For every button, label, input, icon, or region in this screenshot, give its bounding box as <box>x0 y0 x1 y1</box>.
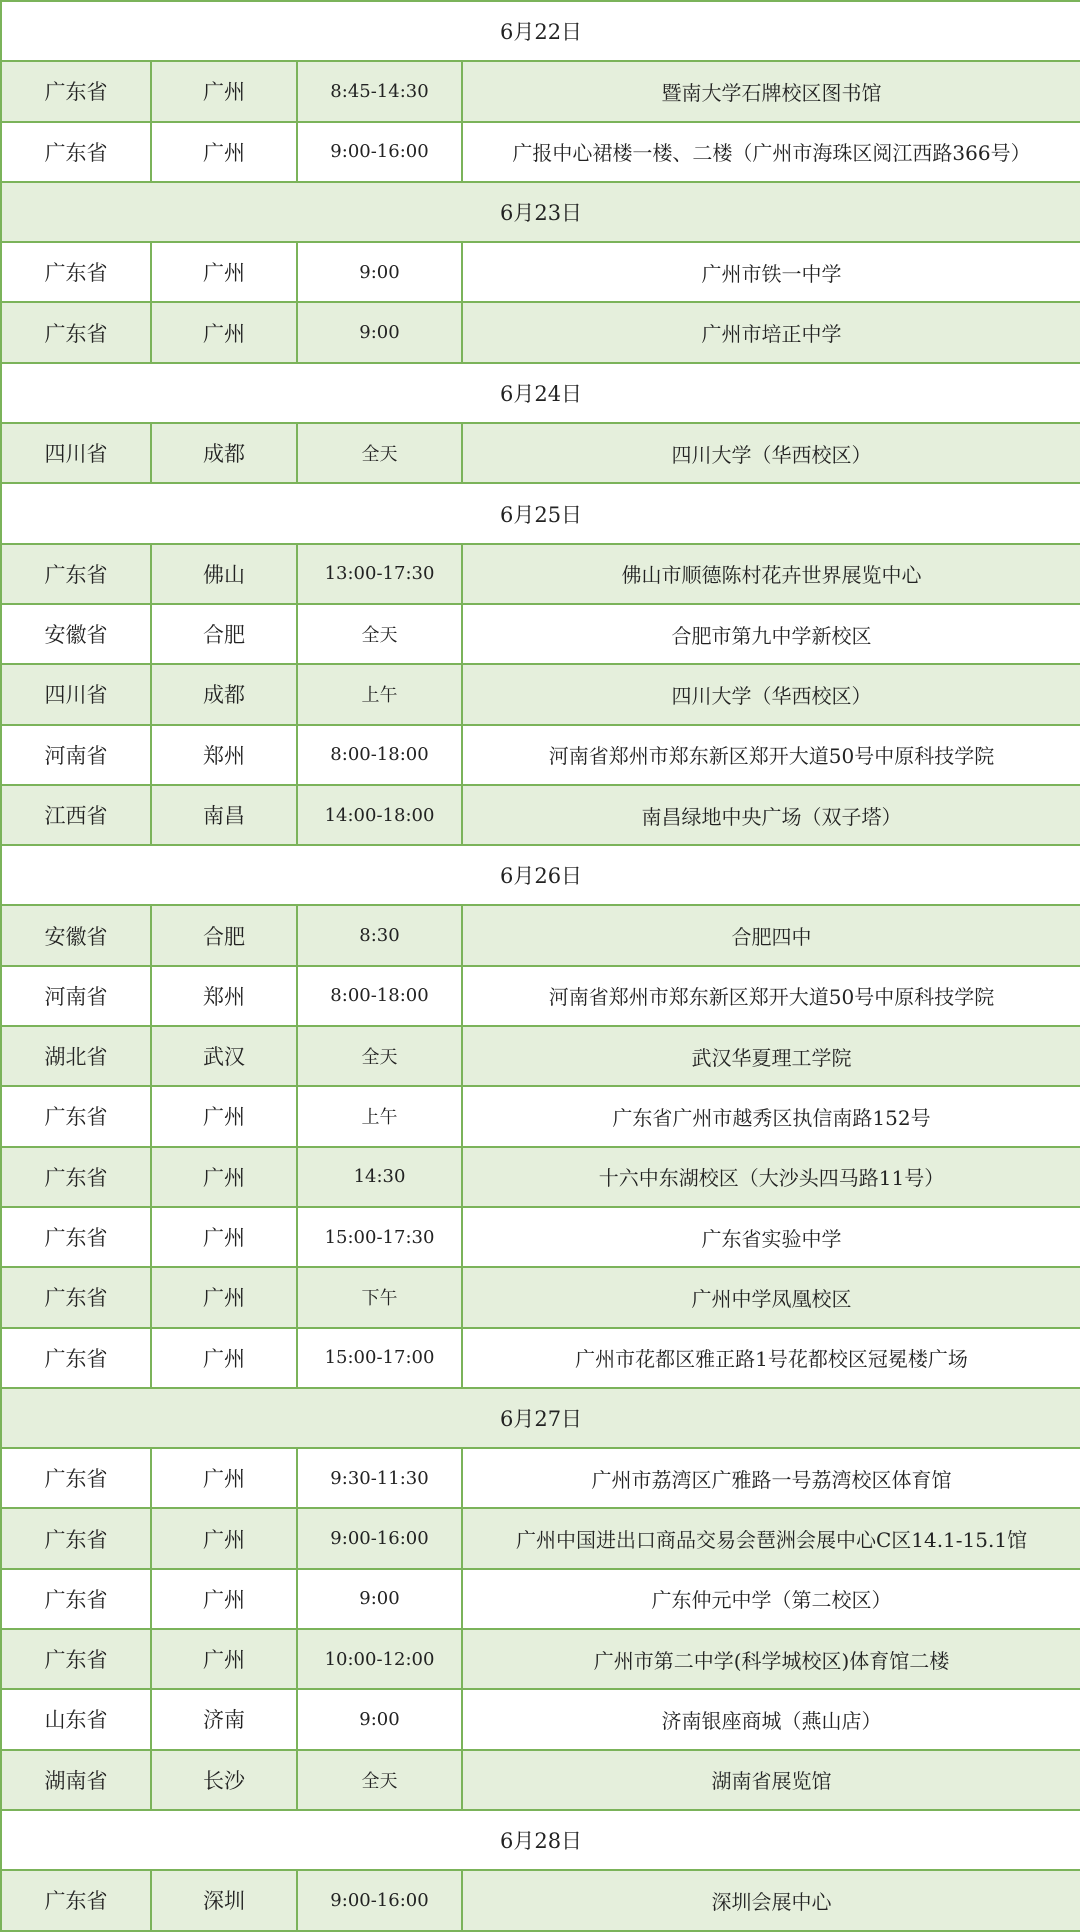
table-row <box>1 966 1080 1026</box>
table-row <box>1 423 1080 483</box>
city-cell: 深圳 <box>151 1870 297 1930</box>
venue-cell: 广州市花都区雅正路1号花都校区冠冕楼广场 <box>462 1328 1080 1388</box>
city-cell: 广州 <box>151 1569 297 1629</box>
city-cell: 长沙 <box>151 1750 297 1810</box>
table-row <box>1 1086 1080 1146</box>
province-cell: 广东省 <box>1 1207 151 1267</box>
province-cell: 广东省 <box>1 1870 151 1930</box>
venue-cell: 武汉华夏理工学院 <box>462 1026 1080 1086</box>
time-cell: 全天 <box>297 604 462 664</box>
province-cell: 广东省 <box>1 242 151 302</box>
date-header-row <box>1 483 1080 543</box>
time-cell: 上午 <box>297 1086 462 1146</box>
table-row <box>1 1870 1080 1930</box>
date-header: 6月22日 <box>1 1 1080 61</box>
table-row <box>1 242 1080 302</box>
venue-cell: 广州市荔湾区广雅路一号荔湾校区体育馆 <box>462 1448 1080 1508</box>
province-cell: 广东省 <box>1 1508 151 1568</box>
city-cell: 广州 <box>151 1267 297 1327</box>
time-cell: 14:30 <box>297 1147 462 1207</box>
city-cell: 佛山 <box>151 544 297 604</box>
province-cell: 广东省 <box>1 1328 151 1388</box>
venue-cell: 河南省郑州市郑东新区郑开大道50号中原科技学院 <box>462 725 1080 785</box>
time-cell: 9:00-16:00 <box>297 122 462 182</box>
time-cell: 9:00-16:00 <box>297 1508 462 1568</box>
date-header-row <box>1 1388 1080 1448</box>
time-cell: 8:00-18:00 <box>297 725 462 785</box>
venue-cell: 合肥市第九中学新校区 <box>462 604 1080 664</box>
table-row <box>1 544 1080 604</box>
city-cell: 广州 <box>151 1508 297 1568</box>
table-row <box>1 1750 1080 1810</box>
province-cell: 广东省 <box>1 302 151 362</box>
time-cell: 8:45-14:30 <box>297 61 462 121</box>
time-cell: 14:00-18:00 <box>297 785 462 845</box>
venue-cell: 广州市第二中学(科学城校区)体育馆二楼 <box>462 1629 1080 1689</box>
date-header-row <box>1 182 1080 242</box>
province-cell: 江西省 <box>1 785 151 845</box>
time-cell: 全天 <box>297 1026 462 1086</box>
venue-cell: 湖南省展览馆 <box>462 1750 1080 1810</box>
time-cell: 13:00-17:30 <box>297 544 462 604</box>
table-row <box>1 1207 1080 1267</box>
table-row <box>1 725 1080 785</box>
venue-cell: 济南银座商城（燕山店） <box>462 1689 1080 1749</box>
city-cell: 广州 <box>151 1147 297 1207</box>
province-cell: 四川省 <box>1 423 151 483</box>
venue-cell: 十六中东湖校区（大沙头四马路11号） <box>462 1147 1080 1207</box>
venue-cell: 广州市培正中学 <box>462 302 1080 362</box>
time-cell: 9:00 <box>297 1569 462 1629</box>
table-row <box>1 1328 1080 1388</box>
province-cell: 湖南省 <box>1 1750 151 1810</box>
table-row <box>1 905 1080 965</box>
venue-cell: 广州市铁一中学 <box>462 242 1080 302</box>
venue-cell: 广州中国进出口商品交易会琶洲会展中心C区14.1-15.1馆 <box>462 1508 1080 1568</box>
time-cell: 全天 <box>297 1750 462 1810</box>
table-row <box>1 785 1080 845</box>
city-cell: 成都 <box>151 423 297 483</box>
province-cell: 广东省 <box>1 122 151 182</box>
city-cell: 广州 <box>151 61 297 121</box>
time-cell: 下午 <box>297 1267 462 1327</box>
province-cell: 广东省 <box>1 1086 151 1146</box>
time-cell: 10:00-12:00 <box>297 1629 462 1689</box>
city-cell: 成都 <box>151 664 297 724</box>
date-header: 6月23日 <box>1 182 1080 242</box>
time-cell: 15:00-17:00 <box>297 1328 462 1388</box>
venue-cell: 深圳会展中心 <box>462 1870 1080 1930</box>
date-header-row <box>1 1810 1080 1870</box>
city-cell: 济南 <box>151 1689 297 1749</box>
table-row <box>1 1629 1080 1689</box>
province-cell: 山东省 <box>1 1689 151 1749</box>
city-cell: 合肥 <box>151 905 297 965</box>
venue-cell: 广东省广州市越秀区执信南路152号 <box>462 1086 1080 1146</box>
table-row <box>1 1448 1080 1508</box>
province-cell: 广东省 <box>1 1629 151 1689</box>
table-row <box>1 302 1080 362</box>
time-cell: 9:00 <box>297 242 462 302</box>
city-cell: 郑州 <box>151 966 297 1026</box>
province-cell: 广东省 <box>1 1267 151 1327</box>
city-cell: 南昌 <box>151 785 297 845</box>
date-header: 6月25日 <box>1 483 1080 543</box>
table-row <box>1 1026 1080 1086</box>
venue-cell: 佛山市顺德陈村花卉世界展览中心 <box>462 544 1080 604</box>
province-cell: 湖北省 <box>1 1026 151 1086</box>
table-row <box>1 61 1080 121</box>
venue-cell: 四川大学（华西校区） <box>462 423 1080 483</box>
table-row <box>1 664 1080 724</box>
venue-cell: 南昌绿地中央广场（双子塔） <box>462 785 1080 845</box>
province-cell: 广东省 <box>1 544 151 604</box>
province-cell: 河南省 <box>1 966 151 1026</box>
time-cell: 8:00-18:00 <box>297 966 462 1026</box>
date-header-row <box>1 845 1080 905</box>
time-cell: 9:30-11:30 <box>297 1448 462 1508</box>
province-cell: 广东省 <box>1 1569 151 1629</box>
date-header: 6月26日 <box>1 845 1080 905</box>
venue-cell: 河南省郑州市郑东新区郑开大道50号中原科技学院 <box>462 966 1080 1026</box>
province-cell: 河南省 <box>1 725 151 785</box>
date-header: 6月28日 <box>1 1810 1080 1870</box>
city-cell: 武汉 <box>151 1026 297 1086</box>
table-row <box>1 1508 1080 1568</box>
date-header-row <box>1 1 1080 61</box>
venue-cell: 广东省实验中学 <box>462 1207 1080 1267</box>
table-row <box>1 604 1080 664</box>
venue-cell: 四川大学（华西校区） <box>462 664 1080 724</box>
table-row <box>1 1147 1080 1207</box>
city-cell: 广州 <box>151 122 297 182</box>
date-header: 6月27日 <box>1 1388 1080 1448</box>
province-cell: 安徽省 <box>1 604 151 664</box>
venue-cell: 广东仲元中学（第二校区） <box>462 1569 1080 1629</box>
city-cell: 广州 <box>151 1328 297 1388</box>
province-cell: 安徽省 <box>1 905 151 965</box>
time-cell: 8:30 <box>297 905 462 965</box>
time-cell: 15:00-17:30 <box>297 1207 462 1267</box>
province-cell: 广东省 <box>1 1147 151 1207</box>
city-cell: 郑州 <box>151 725 297 785</box>
venue-cell: 广报中心裙楼一楼、二楼（广州市海珠区阅江西路366号） <box>462 122 1080 182</box>
city-cell: 广州 <box>151 302 297 362</box>
time-cell: 9:00-16:00 <box>297 1870 462 1930</box>
table-row <box>1 1267 1080 1327</box>
table-row <box>1 122 1080 182</box>
date-header: 6月24日 <box>1 363 1080 423</box>
city-cell: 广州 <box>151 1629 297 1689</box>
city-cell: 广州 <box>151 1086 297 1146</box>
time-cell: 全天 <box>297 423 462 483</box>
date-header-row <box>1 363 1080 423</box>
time-cell: 9:00 <box>297 302 462 362</box>
schedule-body <box>1 1 1080 1931</box>
time-cell: 9:00 <box>297 1689 462 1749</box>
venue-cell: 暨南大学石牌校区图书馆 <box>462 61 1080 121</box>
time-cell: 上午 <box>297 664 462 724</box>
province-cell: 四川省 <box>1 664 151 724</box>
venue-cell: 合肥四中 <box>462 905 1080 965</box>
city-cell: 广州 <box>151 1207 297 1267</box>
table-row <box>1 1569 1080 1629</box>
province-cell: 广东省 <box>1 61 151 121</box>
table-row <box>1 1689 1080 1749</box>
venue-cell: 广州中学凤凰校区 <box>462 1267 1080 1327</box>
city-cell: 合肥 <box>151 604 297 664</box>
city-cell: 广州 <box>151 1448 297 1508</box>
province-cell: 广东省 <box>1 1448 151 1508</box>
city-cell: 广州 <box>151 242 297 302</box>
